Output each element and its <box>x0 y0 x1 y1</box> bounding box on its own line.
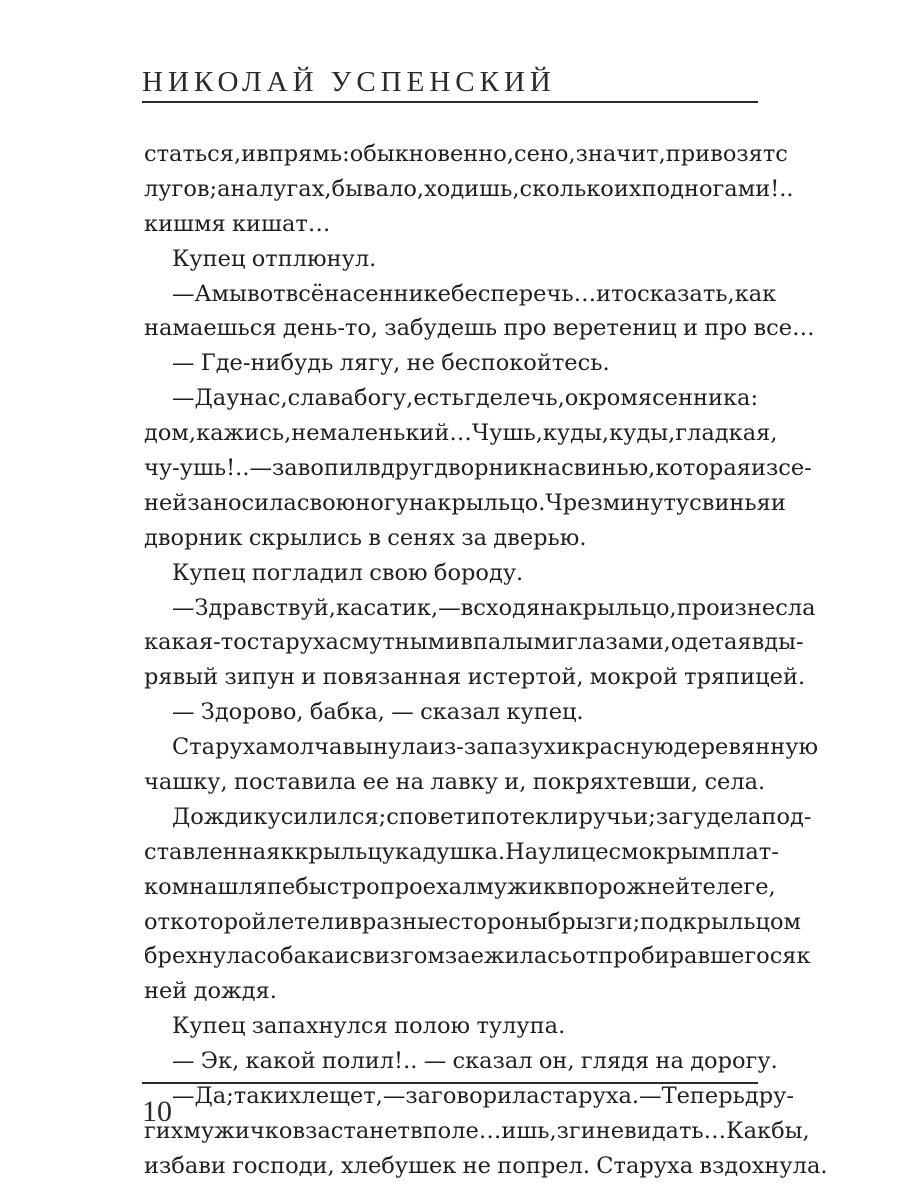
word: под <box>640 908 683 935</box>
word: в <box>556 873 570 900</box>
word: летели <box>266 908 350 935</box>
word: глядя <box>580 1048 650 1075</box>
word: чу-ушь!.. <box>144 455 250 482</box>
text-line <box>144 835 779 870</box>
word: и <box>770 489 786 516</box>
text-line <box>144 800 812 835</box>
text-line <box>144 346 758 381</box>
word: стороны <box>448 908 548 935</box>
word: какой <box>245 1048 316 1075</box>
word: тряпицей. <box>684 664 806 691</box>
word: заежилась <box>444 943 573 970</box>
word: под- <box>761 803 812 830</box>
word: повети <box>398 803 481 830</box>
word: плат- <box>716 838 779 865</box>
word: кишмя <box>144 210 226 237</box>
word: А <box>194 280 212 307</box>
word: ее <box>362 769 390 796</box>
word: в <box>410 1117 423 1144</box>
text-line <box>144 556 758 591</box>
word: повязанная <box>322 664 462 691</box>
word: видать… <box>624 1117 727 1144</box>
word: брызги; <box>547 908 641 935</box>
text-line <box>144 625 804 660</box>
word: — <box>423 1048 447 1075</box>
word: у <box>226 385 240 412</box>
word: он, <box>538 1048 575 1075</box>
word: Эк, <box>200 1048 240 1075</box>
word: заносила <box>187 489 297 516</box>
word: сказать, <box>637 280 735 307</box>
word: Здравствуй, <box>194 594 336 621</box>
word: Где-нибудь <box>200 350 334 377</box>
word: от <box>572 943 599 970</box>
word: бывало, <box>331 175 425 202</box>
word: мужичков <box>183 1117 306 1144</box>
word: в <box>751 629 765 656</box>
word: — <box>172 1048 195 1075</box>
word: и <box>334 943 350 970</box>
word: телеге, <box>690 873 776 900</box>
word: покряхтевши, <box>532 769 699 796</box>
text-line <box>144 137 788 172</box>
word: полою <box>394 1013 471 1040</box>
text-line <box>144 451 812 486</box>
running-head-author: НИКОЛАЙ УСПЕНСКИЙ <box>142 66 556 98</box>
word: разные <box>361 908 449 935</box>
word: мокрой <box>589 664 678 691</box>
word: веретениц <box>552 315 677 342</box>
word: отплюнул. <box>251 245 377 272</box>
word: с <box>775 141 788 167</box>
word: кажись, <box>196 420 292 447</box>
word: рявый <box>144 664 219 691</box>
word: — <box>172 594 195 621</box>
word: бороду. <box>433 559 524 586</box>
text-line <box>144 242 758 277</box>
word: вот <box>246 280 286 307</box>
word: сеннике <box>352 280 451 307</box>
word: быстро <box>295 873 380 900</box>
word: кишат… <box>231 210 331 237</box>
word: крыльцу <box>294 838 396 865</box>
word: — <box>172 1083 195 1110</box>
word: ногами!.. <box>683 175 794 202</box>
word: — <box>438 594 461 621</box>
word: гладкая, <box>675 420 778 447</box>
word: застанет <box>305 1117 410 1144</box>
word: улице <box>538 838 609 865</box>
word: которая <box>655 455 751 482</box>
word: на <box>540 594 569 621</box>
header-rule <box>142 101 758 103</box>
word: пробиравшегося <box>598 943 797 970</box>
body-text <box>144 137 828 1184</box>
word: се- <box>778 455 812 482</box>
word: хлебушек <box>340 1152 457 1179</box>
word: так <box>233 1083 274 1110</box>
word: чашку, <box>144 769 228 796</box>
word: мутными <box>351 629 461 656</box>
word: богу, <box>354 385 414 412</box>
word: бы, <box>771 1117 810 1144</box>
word: лугах, <box>258 175 332 202</box>
word: всходя <box>460 594 541 621</box>
word: Да <box>194 385 227 412</box>
word: загудела <box>655 803 762 830</box>
word: ком <box>144 873 190 900</box>
word: нас, <box>239 385 288 412</box>
word: и <box>301 664 317 691</box>
word: дом, <box>144 420 197 447</box>
word: — <box>172 385 195 412</box>
text-line <box>144 311 815 346</box>
word: намаешься <box>144 315 277 342</box>
word: к <box>796 943 811 970</box>
word: с <box>386 803 399 830</box>
word: мокрым <box>621 838 717 865</box>
word: проехал <box>379 873 477 900</box>
word: заговорила <box>405 1083 540 1110</box>
word: Купец <box>172 559 246 586</box>
word: зги <box>556 1117 596 1144</box>
word: минуту <box>602 489 690 516</box>
word: лугов; <box>144 175 218 202</box>
word: хлещет, <box>288 1083 383 1110</box>
word: старуха. <box>539 1083 640 1110</box>
text-line <box>144 486 786 521</box>
word: села. <box>704 769 766 796</box>
text-line <box>144 1114 810 1149</box>
word: лечь, <box>502 385 565 412</box>
word: зипун <box>224 664 295 691</box>
word: ней <box>144 489 188 516</box>
word: все… <box>753 315 815 342</box>
word: ногу <box>355 489 409 516</box>
word: крыльцом <box>682 908 802 935</box>
word: забудешь <box>384 315 498 342</box>
text-line <box>144 695 758 730</box>
word: маленький… <box>319 420 472 447</box>
word: скрылись <box>248 524 362 551</box>
word: и <box>596 280 612 307</box>
word: мы <box>211 280 247 307</box>
word: свою <box>369 559 428 586</box>
word: крыльцо, <box>568 594 677 621</box>
word: деревянную <box>673 734 819 761</box>
word: ставленная <box>144 838 281 865</box>
word: Чушь, <box>471 420 543 447</box>
word: бесперечь… <box>450 280 597 307</box>
word: пазухи <box>489 734 572 761</box>
text-line <box>144 1079 794 1114</box>
word: сказал <box>420 699 501 726</box>
word: истертой, <box>467 664 584 691</box>
word: не <box>406 350 435 377</box>
text-line <box>144 521 758 556</box>
text-line <box>144 660 806 695</box>
word: про <box>503 315 547 342</box>
word: вдруг <box>368 455 435 482</box>
word: ней <box>144 978 188 1005</box>
word: которой <box>170 908 267 935</box>
word: привозят <box>665 141 776 167</box>
word: как <box>734 280 777 307</box>
word: в <box>368 524 381 551</box>
word: с <box>338 629 352 656</box>
word: на <box>230 175 259 202</box>
word: брехнула <box>144 943 254 970</box>
word: куды, <box>609 420 676 447</box>
word: впалыми <box>460 629 566 656</box>
word: слава <box>287 385 355 412</box>
word: ручьи; <box>578 803 656 830</box>
text-line <box>144 905 802 940</box>
word: лягу, <box>339 350 401 377</box>
word: их <box>613 175 642 202</box>
word: визгом <box>362 943 445 970</box>
word: произнесла <box>676 594 816 621</box>
word: сено, <box>513 141 576 167</box>
word: свинья <box>689 489 771 516</box>
word: на <box>408 489 438 516</box>
word: вынула <box>342 734 429 761</box>
word: статься, <box>144 141 242 167</box>
word: мужик <box>476 873 557 900</box>
word: старуха <box>246 629 339 656</box>
text-line <box>144 870 776 905</box>
word: сенях <box>387 524 456 551</box>
word: с <box>349 943 363 970</box>
word: молча <box>268 734 343 761</box>
text-line <box>144 974 758 1009</box>
text-line <box>144 1044 778 1079</box>
word: усилился; <box>267 803 387 830</box>
word: и, <box>504 769 527 796</box>
word: и <box>682 315 698 342</box>
word: сказал <box>452 1048 533 1075</box>
word: дворник <box>434 455 533 482</box>
word: — <box>382 1083 406 1110</box>
word: На <box>505 838 539 865</box>
word: не <box>595 1117 625 1144</box>
word: Дождик <box>172 803 268 830</box>
footer-rule <box>142 1082 758 1084</box>
word: Старуха <box>596 1152 694 1179</box>
word: есть <box>413 385 464 412</box>
word: а <box>217 175 231 202</box>
word: не <box>462 1152 491 1179</box>
text-line <box>144 207 758 242</box>
word: глазами, <box>565 629 671 656</box>
word: впрямь: <box>256 141 350 167</box>
word: из-за <box>429 734 490 761</box>
word: значит, <box>575 141 666 167</box>
word: под <box>641 175 684 202</box>
word: в <box>349 908 362 935</box>
word: из <box>750 455 779 482</box>
word: завопил <box>271 455 369 482</box>
word: за <box>461 524 487 551</box>
text-line <box>144 730 819 765</box>
word: дру- <box>744 1083 794 1110</box>
word: погладил <box>251 559 363 586</box>
word: сколько <box>519 175 614 202</box>
word: на <box>324 280 353 307</box>
word: свинью, <box>561 455 656 482</box>
word: Как <box>726 1117 772 1144</box>
word: шляпе <box>217 873 296 900</box>
word: где <box>463 385 503 412</box>
word: господи, <box>232 1152 335 1179</box>
word: на <box>189 873 218 900</box>
word: ишь, <box>501 1117 557 1144</box>
word: Купец <box>172 1013 246 1040</box>
word: про <box>704 315 748 342</box>
word: Чрез <box>545 489 603 516</box>
text-line <box>144 591 816 626</box>
word: гих <box>144 1117 184 1144</box>
word: Старуха <box>172 734 269 761</box>
word: не <box>291 420 320 447</box>
word: красную <box>571 734 674 761</box>
word: на <box>532 455 562 482</box>
word: дверью. <box>493 524 587 551</box>
word: лавку <box>430 769 498 796</box>
word: окромя <box>564 385 653 412</box>
text-line <box>144 381 758 416</box>
word: бабка, <box>309 699 385 726</box>
word: купец. <box>506 699 584 726</box>
word: какая-то <box>144 629 247 656</box>
word: на <box>655 1048 684 1075</box>
word: — <box>172 280 195 307</box>
word: куды, <box>542 420 610 447</box>
page-number: 10 <box>142 1095 172 1128</box>
text-line <box>144 1009 758 1044</box>
word: потекли <box>480 803 579 830</box>
text-line <box>144 939 811 974</box>
word: на <box>395 769 425 796</box>
word: ды- <box>764 629 804 656</box>
word: запахнулся <box>251 1013 388 1040</box>
word: дворник <box>144 524 243 551</box>
text-line <box>144 172 794 207</box>
word: сенника: <box>652 385 759 412</box>
word: с <box>608 838 622 865</box>
word: дождя. <box>193 978 277 1005</box>
word: свою <box>296 489 356 516</box>
word: порожней <box>569 873 691 900</box>
word: — <box>249 455 272 482</box>
word: одетая <box>670 629 752 656</box>
word: крыльцо. <box>437 489 546 516</box>
word: Купец <box>172 245 246 272</box>
word: полил!.. <box>321 1048 418 1075</box>
word: — <box>639 1083 662 1110</box>
word: поле… <box>422 1117 502 1144</box>
word: дорогу. <box>690 1048 778 1075</box>
word: — <box>172 350 195 377</box>
word: — <box>391 699 414 726</box>
word: день-то, <box>282 315 379 342</box>
word: всё <box>285 280 325 307</box>
word: и <box>273 1083 289 1110</box>
word: кадушка. <box>395 838 506 865</box>
word: то <box>611 280 638 307</box>
text-line <box>144 765 766 800</box>
word: и <box>241 141 257 167</box>
word: Да; <box>194 1083 234 1110</box>
word: обыкновенно, <box>349 141 514 167</box>
word: — <box>172 699 195 726</box>
word: ходишь, <box>424 175 520 202</box>
word: тулупа. <box>476 1013 566 1040</box>
word: Теперь <box>661 1083 745 1110</box>
text-line <box>144 1149 828 1184</box>
word: собака <box>253 943 335 970</box>
text-line <box>144 416 778 451</box>
word: от <box>144 908 170 935</box>
text-line <box>144 277 777 312</box>
word: касатик, <box>335 594 439 621</box>
word: поставила <box>233 769 357 796</box>
word: беспокойтесь. <box>441 350 610 377</box>
word: избави <box>144 1152 226 1179</box>
word: вздохнула. <box>699 1152 828 1179</box>
word: попрел. <box>497 1152 590 1179</box>
word: к <box>280 838 295 865</box>
word: Здорово, <box>200 699 304 726</box>
